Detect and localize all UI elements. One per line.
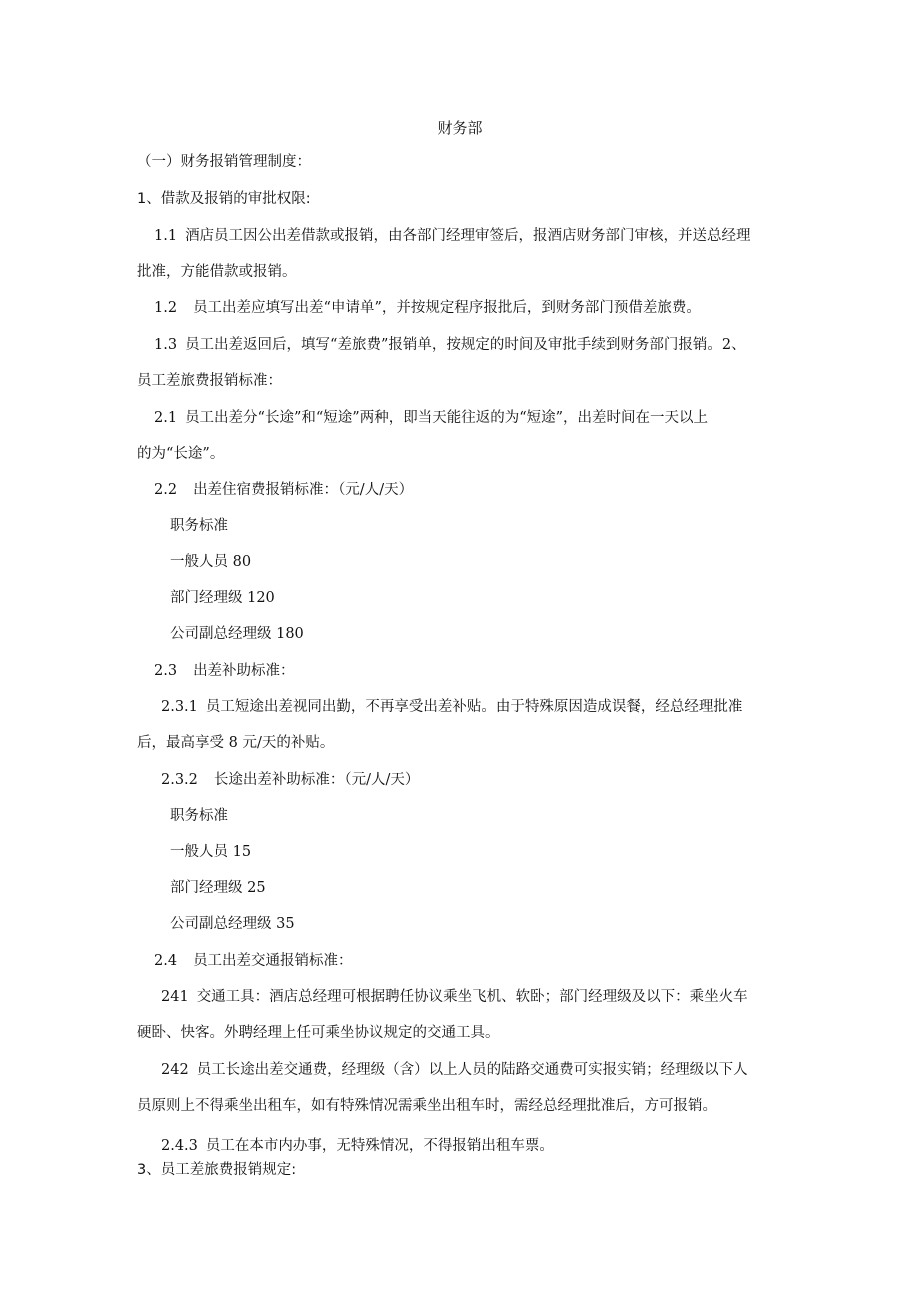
paragraph-241-line2: 硬卧、快客。外聘经理上任可乘坐协议规定的交通工具。 <box>137 1025 500 1041</box>
table-row: 部门经理级 120 <box>170 590 275 606</box>
subsection-heading: 长途出差补助标准： <box>213 772 345 788</box>
paragraph-2-3-1-line2: 后，最高享受 8 元/天的补贴。 <box>137 735 335 751</box>
paragraph-1-1-line1 <box>154 226 751 246</box>
paragraph-1-3-line1 <box>154 335 746 355</box>
subsection-heading: 员工出差交通报销标准： <box>193 953 353 969</box>
table-row: 部门经理级 25 <box>170 880 266 896</box>
paragraph-2-1-line2: 的为“长途”。 <box>137 446 225 462</box>
paragraph-2-1-line1 <box>154 408 708 428</box>
paragraph-2-4 <box>154 951 353 971</box>
paragraph-number: 1.2 <box>154 300 178 316</box>
table-row: 公司副总经理级 180 <box>170 626 304 642</box>
paragraph-1-3-line2: 员工差旅费报销标准： <box>137 373 282 389</box>
paragraph-2-3-1-line1 <box>161 697 742 717</box>
paragraph-number: 2.4.3 <box>161 1138 198 1154</box>
paragraph-text: 员工出差返回后，填写“差旅费”报销单，按规定的时间及审批手续到财务部门报销。2、 <box>185 337 746 353</box>
paragraph-2-3 <box>154 661 295 681</box>
table-row: 公司副总经理级 35 <box>170 916 295 932</box>
paragraph-number: 1.3 <box>154 337 178 353</box>
paragraph-242-line1 <box>161 1060 748 1080</box>
paragraph-text: 交通工具：酒店总经理可根据聘任协议乘坐飞机、软卧；部门经理级及以下：乘坐火车 <box>196 989 748 1005</box>
paragraph-text: 酒店员工因公出差借款或报销，由各部门经理审签后，报酒店财务部门审核，并送总经理 <box>185 228 751 244</box>
paragraph-241-line1 <box>161 987 748 1007</box>
paragraph-2-4-3 <box>161 1136 554 1156</box>
subsection-heading: 出差住宿费报销标准： <box>193 482 339 498</box>
page-title: 财务部 <box>437 119 483 137</box>
unit-label: （元/人/天） <box>338 482 414 498</box>
unit-label: （元/人/天） <box>344 772 420 788</box>
paragraph-number: 2.1 <box>154 410 178 426</box>
paragraph-number: 2.3 <box>154 663 178 679</box>
subsection-heading: 出差补助标准： <box>193 663 295 679</box>
paragraph-text: 员工在本市内办事，无特殊情况，不得报销出租车票。 <box>205 1138 554 1154</box>
paragraph-number: 1.1 <box>154 228 178 244</box>
paragraph-number: 2.3.1 <box>161 699 198 715</box>
paragraph-2-2 <box>154 480 413 500</box>
table-row: 一般人员 80 <box>170 554 252 570</box>
table-header: 职务标准 <box>170 518 228 534</box>
paragraph-2-3-2 <box>161 770 419 790</box>
paragraph-1-1-line2: 批准，方能借款或报销。 <box>137 264 297 280</box>
paragraph-242-line2: 员原则上不得乘坐出租车，如有特殊情况需乘坐出租车时，需经总经理批准后，方可报销。 <box>137 1098 717 1114</box>
item-heading-1: 1、借款及报销的审批权限: <box>137 191 311 207</box>
paragraph-text: 员工长途出差交通费，经理级（含）以上人员的陆路交通费可实报实销；经理级以下人 <box>196 1062 748 1078</box>
paragraph-text: 员工出差应填写出差“申请单”，并按规定程序报批后，到财务部门预借差旅费。 <box>193 300 701 316</box>
paragraph-text: 员工短途出差视同出勤，不再享受出差补贴。由于特殊原因造成误餐，经总经理批准 <box>205 699 743 715</box>
table-row: 一般人员 15 <box>170 844 252 860</box>
paragraph-number: 2.4 <box>154 953 178 969</box>
paragraph-1-2 <box>154 298 701 318</box>
item-heading-3: 3、员工差旅费报销规定: <box>137 1162 297 1178</box>
paragraph-number: 242 <box>161 1062 189 1078</box>
paragraph-number: 2.2 <box>154 482 178 498</box>
section-heading: （一）财务报销管理制度： <box>137 154 311 170</box>
paragraph-number: 241 <box>161 989 189 1005</box>
paragraph-text: 员工出差分“长途”和“短途”两种，即当天能往返的为“短途”，出差时间在一天以上 <box>185 410 709 426</box>
paragraph-number: 2.3.2 <box>161 772 198 788</box>
table-header: 职务标准 <box>170 808 228 824</box>
